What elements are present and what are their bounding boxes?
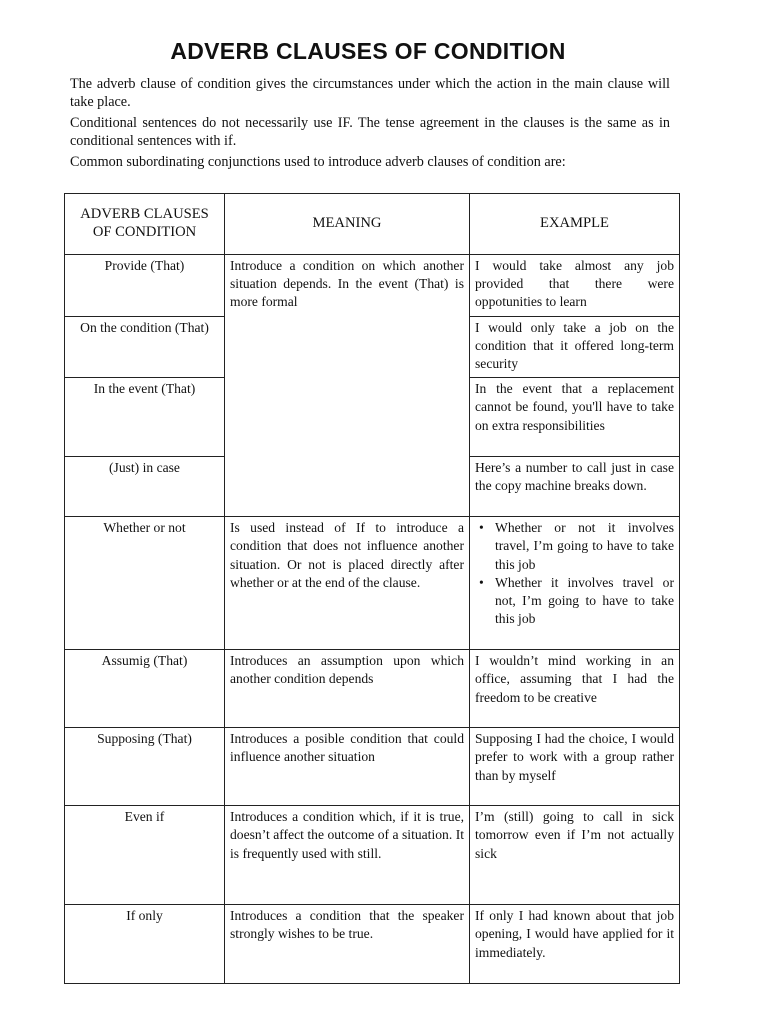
meaning-cell: Introduces an assumption upon which another condition depends — [225, 650, 470, 728]
meaning-cell: Is used instead of If to introduce a condition that does not influence another situation. Or not is placed directly after whether or at the end of the clause. — [225, 517, 470, 650]
example-cell: If only I had known about that job opening, I would have applied for it immediately. — [470, 905, 680, 984]
clause-cell: Supposing (That) — [65, 728, 225, 806]
clause-cell: In the event (That) — [65, 378, 225, 457]
example-cell: In the event that a replacement cannot be found, you'll have to take on extra responsibilities — [470, 378, 680, 457]
example-cell: I’m (still) going to call in sick tomorrow even if I’m not actually sick — [470, 806, 680, 905]
intro-paragraph: The adverb clause of condition gives the circumstances under which the action in the main clause will take place. — [70, 76, 670, 110]
example-list — [475, 519, 674, 628]
meaning-cell: Introduces a condition which, if it is true, doesn’t affect the outcome of a situation. It is frequently used with still. — [225, 806, 470, 905]
clause-cell: (Just) in case — [65, 457, 225, 517]
page-title: ADVERB CLAUSES OF CONDITION — [170, 38, 566, 64]
intro-text — [70, 75, 670, 174]
example-cell: Here’s a number to call just in case the copy machine breaks down. — [470, 457, 680, 517]
meaning-cell: Introduces a posible condition that could influence another situation — [225, 728, 470, 806]
table-header-row — [65, 194, 680, 255]
clause-cell: Assumig (That) — [65, 650, 225, 728]
example-list-item: • Whether or not it involves travel, I’m going to have to take this job — [495, 519, 674, 574]
header-example: EXAMPLE — [470, 194, 680, 255]
example-cell: Supposing I had the choice, I would prefer to work with a group rather than by myself — [470, 728, 680, 806]
clause-cell: Provide (That) — [65, 255, 225, 317]
header-meaning: MEANING — [225, 194, 470, 255]
clause-cell: On the condition (That) — [65, 316, 225, 378]
example-cell: I wouldn’t mind working in an office, assuming that I had the freedom to be creative — [470, 650, 680, 728]
example-list-item: • Whether it involves travel or not, I’m going to have to take this job — [495, 574, 674, 629]
intro-paragraph: Common subordinating conjunctions used to introduce adverb clauses of condition are: — [70, 154, 566, 170]
table-row — [65, 255, 680, 317]
meaning-cell: Introduces a condition that the speaker strongly wishes to be true. — [225, 905, 470, 984]
example-cell: I would take almost any job provided that there were oppotunities to learn — [470, 255, 680, 317]
table-row — [65, 517, 680, 650]
clause-cell: Whether or not — [65, 517, 225, 650]
example-cell — [470, 517, 680, 650]
intro-paragraph: Conditional sentences do not necessarily use IF. The tense agreement in the clauses is the same as in conditional sentences with if. — [70, 115, 670, 149]
example-cell: I would only take a job on the condition that it offered long-term security — [470, 316, 680, 378]
clause-cell: Even if — [65, 806, 225, 905]
clause-cell: If only — [65, 905, 225, 984]
table-row — [65, 728, 680, 806]
conditions-table — [64, 193, 680, 984]
meaning-cell-shared: Introduce a condition on which another situation depends. In the event (That) is more formal — [225, 255, 470, 517]
header-clause: ADVERB CLAUSES OF CONDITION — [65, 194, 225, 255]
table-row — [65, 806, 680, 905]
table-row — [65, 650, 680, 728]
table-row — [65, 905, 680, 984]
